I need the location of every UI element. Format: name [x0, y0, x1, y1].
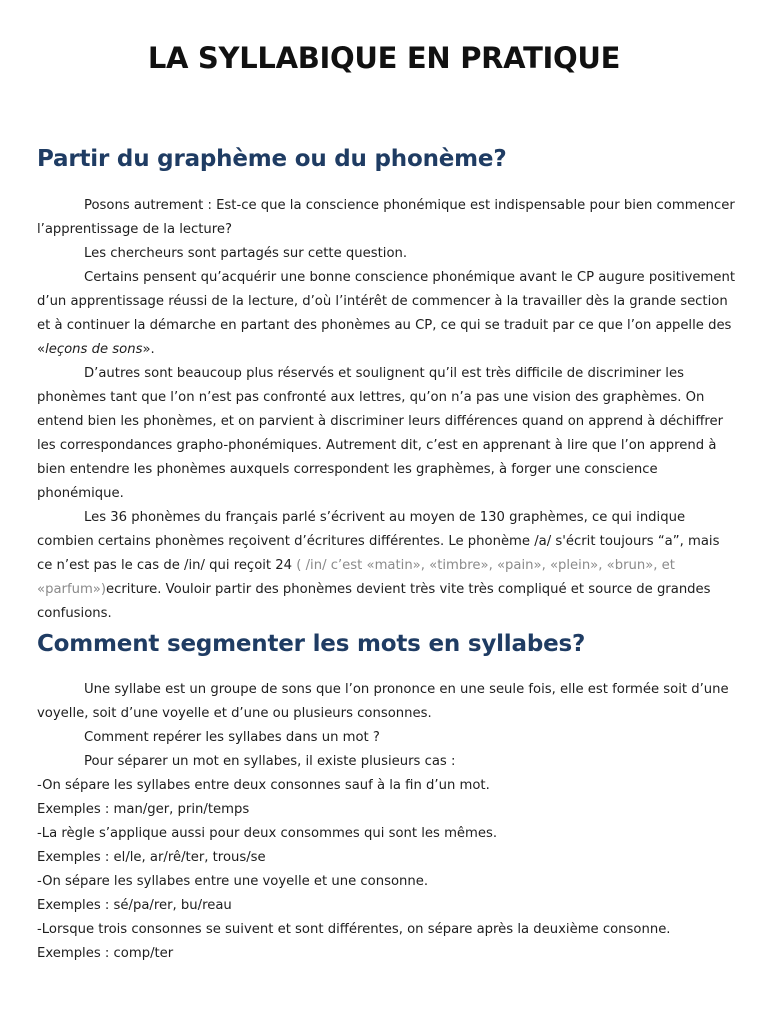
rule-line: -La règle s’applique aussi pour deux consommes qui sont les mêmes. [37, 826, 498, 841]
section-heading-syllables: Comment segmenter les mots en syllabes? [37, 631, 586, 657]
section-body-syllables [37, 678, 737, 966]
paragraph: Une syllabe est un groupe de sons que l’on prononce en une seule fois, elle est formée soit d’une voyelle, soit d’une voyelle et d’une ou plusieurs consonnes. [37, 682, 729, 721]
example-line: Exemples : man/ger, prin/temps [37, 802, 250, 817]
example-line: Exemples : sé/pa/rer, bu/reau [37, 898, 232, 913]
paragraph: Comment repérer les syllabes dans un mot ? [84, 730, 380, 745]
document-title: LA SYLLABIQUE EN PRATIQUE [147, 41, 621, 75]
section-heading-grapheme-phoneme: Partir du graphème ou du phonème? [37, 146, 507, 172]
rule-line: -Lorsque trois consonnes se suivent et sont différentes, on sépare après la deuxième consonne. [37, 922, 671, 937]
paragraph-text: Les 36 phonèmes du français parlé s’écrivent au moyen de 130 graphèmes, ce qui indique combien certains phonèmes reçoivent d’écritures différentes. Le phonème /a/ s'écrit toujours “a”, mais ce n’est pas le cas de /in/ qui reçoit 24 [37, 510, 720, 573]
paragraph: D’autres sont beaucoup plus réservés et soulignent qu’il est très difficile de discriminer les phonèmes tant que l’on n’est pas confronté aux lettres, qu’on n’a pas une vision des graphèmes. On entend bien les phonèmes, et on parvient à discriminer leurs différences quand on apprend à déchiffrer les correspondances grapho-phonémiques. Autrement dit, c’est en apprenant à lire que l’on apprend à bien entendre les phonèmes auxquels correspondent les graphèmes, à forger une conscience phonémique. [37, 366, 724, 501]
paragraph: Les chercheurs sont partagés sur cette question. [84, 246, 408, 261]
paragraph-text: ». [142, 342, 155, 357]
rule-line: -On sépare les syllabes entre une voyelle et une consonne. [37, 874, 429, 889]
paragraph [37, 266, 737, 362]
paragraph-text: Certains pensent qu’acquérir une bonne conscience phonémique avant le CP augure positivement d’un apprentissage réussi de la lecture, d’où l’intérêt de commencer à la travailler dès la grande section et à continuer la démarche en partant des phonèmes au CP, ce qui se traduit par ce que l’on appelle des « [37, 270, 736, 357]
example-line: Exemples : comp/ter [37, 946, 174, 961]
paragraph: Posons autrement : Est-ce que la conscience phonémique est indispensable pour bien commencer l’apprentissage de la lecture? [37, 198, 735, 237]
paragraph [37, 506, 737, 626]
aside-text: ( /in/ c’est «matin», «timbre», «pain», «plein», «brun», et «parfum») [37, 558, 675, 597]
example-line: Exemples : el/le, ar/rê/ter, trous/se [37, 850, 266, 865]
paragraph: Pour séparer un mot en syllabes, il existe plusieurs cas : [84, 754, 456, 769]
paragraph-text: ecriture. Vouloir partir des phonèmes devient très vite très compliqué et source de grandes confusions. [37, 582, 711, 621]
rule-line: -On sépare les syllabes entre deux consonnes sauf à la fin d’un mot. [37, 778, 490, 793]
section-body-grapheme-phoneme [37, 194, 737, 626]
emphasis-text: leçons de sons [45, 342, 143, 357]
